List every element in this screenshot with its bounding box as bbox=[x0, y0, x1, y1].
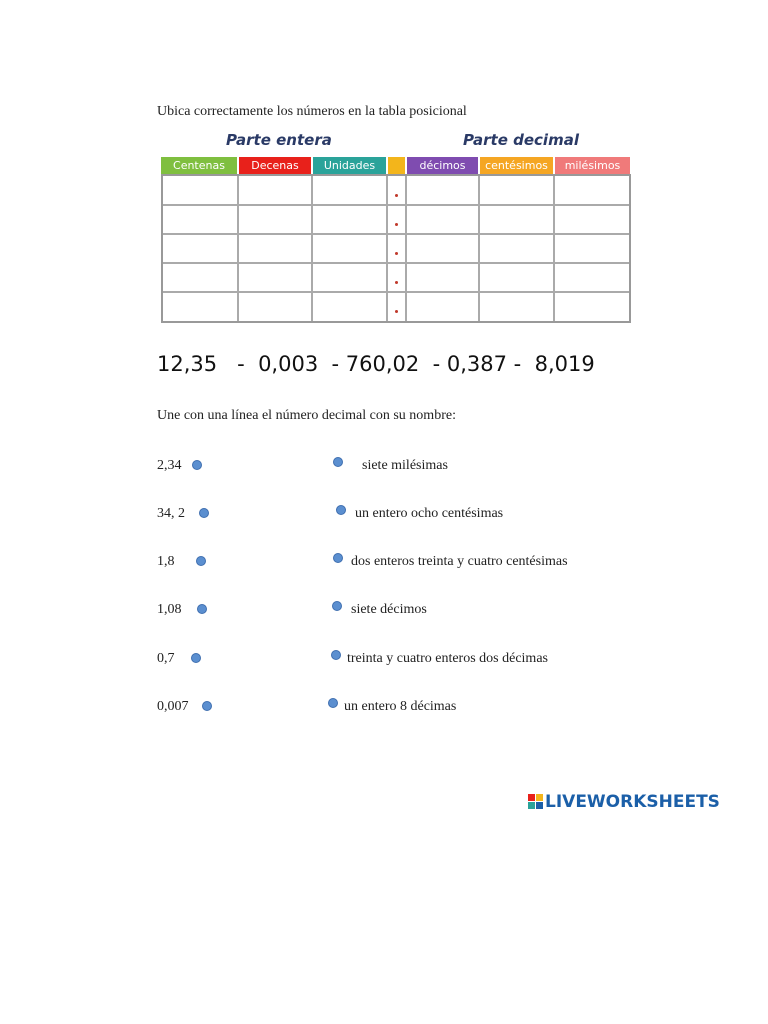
decimal-name-label: siete milésimas bbox=[362, 458, 448, 473]
table-header-cell: Unidades bbox=[313, 157, 386, 174]
decimal-point-mark bbox=[395, 281, 398, 284]
table-header-cell bbox=[388, 157, 405, 174]
table-grid bbox=[161, 174, 631, 323]
table-instruction: Ubica correctamente los números en la tabla posicional bbox=[157, 104, 467, 119]
table-column-divider bbox=[237, 176, 239, 321]
match-instruction: Une con una línea el número decimal con su nombre: bbox=[157, 408, 456, 423]
decimal-point-mark bbox=[395, 194, 398, 197]
decimal-point-mark bbox=[395, 223, 398, 226]
table-column-divider bbox=[478, 176, 480, 321]
decimal-point-mark bbox=[395, 252, 398, 255]
numbers-list: 12,35 - 0,003 - 760,02 - 0,387 - 8,019 bbox=[157, 352, 595, 376]
left-connect-dot[interactable] bbox=[196, 556, 206, 566]
left-connect-dot[interactable] bbox=[202, 701, 212, 711]
left-connect-dot[interactable] bbox=[192, 460, 202, 470]
left-connect-dot[interactable] bbox=[197, 604, 207, 614]
liveworksheets-logo-icon bbox=[528, 794, 544, 810]
right-connect-dot[interactable] bbox=[333, 457, 343, 467]
decimal-name-label: treinta y cuatro enteros dos décimas bbox=[347, 651, 548, 666]
logo-square bbox=[536, 802, 543, 809]
table-header-cell: Decenas bbox=[239, 157, 311, 174]
left-connect-dot[interactable] bbox=[191, 653, 201, 663]
decimal-name-label: dos enteros treinta y cuatro centésimas bbox=[351, 554, 568, 569]
decimal-number-label: 0,7 bbox=[157, 651, 175, 666]
table-column-divider bbox=[311, 176, 313, 321]
place-value-table bbox=[161, 157, 631, 323]
right-connect-dot[interactable] bbox=[331, 650, 341, 660]
table-column-divider bbox=[386, 176, 388, 321]
decimal-name-label: un entero ocho centésimas bbox=[355, 506, 504, 521]
table-header-cell: milésimos bbox=[555, 157, 630, 174]
decimal-number-label: 1,8 bbox=[157, 554, 175, 569]
table-header-cell: décimos bbox=[407, 157, 478, 174]
logo-square bbox=[528, 802, 535, 809]
table-header-row bbox=[161, 157, 631, 174]
decimal-number-label: 1,08 bbox=[157, 602, 182, 617]
right-connect-dot[interactable] bbox=[332, 601, 342, 611]
part-decimal-title: Parte decimal bbox=[463, 131, 579, 149]
table-column-divider bbox=[553, 176, 555, 321]
decimal-point-mark bbox=[395, 310, 398, 313]
table-row-divider bbox=[163, 291, 629, 293]
logo-square bbox=[528, 794, 535, 801]
table-row-divider bbox=[163, 233, 629, 235]
decimal-number-label: 0,007 bbox=[157, 699, 189, 714]
right-connect-dot[interactable] bbox=[333, 553, 343, 563]
liveworksheets-logo-text: LIVEWORKSHEETS bbox=[545, 792, 720, 812]
left-connect-dot[interactable] bbox=[199, 508, 209, 518]
table-row-divider bbox=[163, 262, 629, 264]
decimal-name-label: un entero 8 décimas bbox=[344, 699, 457, 714]
part-entera-title: Parte entera bbox=[226, 131, 332, 149]
decimal-number-label: 2,34 bbox=[157, 458, 182, 473]
table-header-cell: centésimos bbox=[480, 157, 553, 174]
table-column-divider bbox=[405, 176, 407, 321]
right-connect-dot[interactable] bbox=[328, 698, 338, 708]
right-connect-dot[interactable] bbox=[336, 505, 346, 515]
decimal-name-label: siete décimos bbox=[351, 602, 427, 617]
table-header-cell: Centenas bbox=[161, 157, 237, 174]
decimal-number-label: 34, 2 bbox=[157, 506, 185, 521]
table-row-divider bbox=[163, 204, 629, 206]
logo-square bbox=[536, 794, 543, 801]
